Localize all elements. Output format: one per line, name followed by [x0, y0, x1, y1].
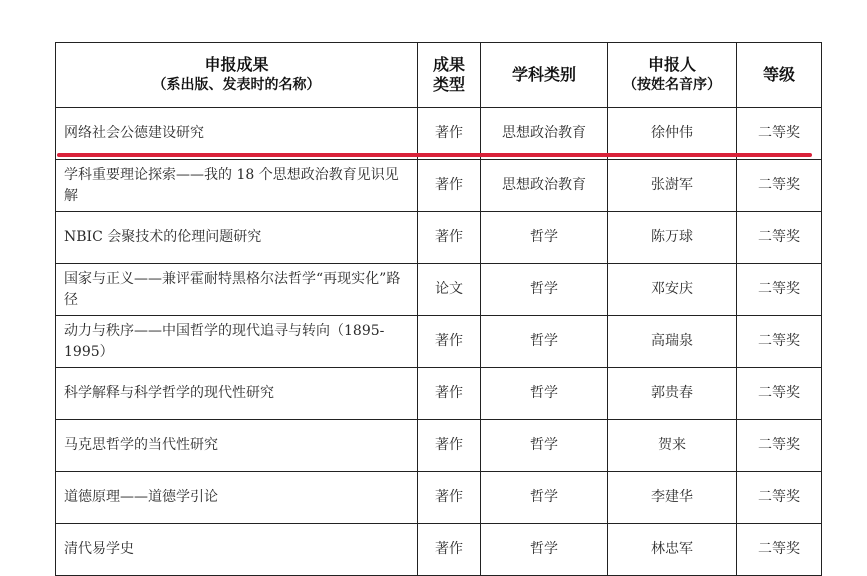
cell-title: 动力与秩序——中国哲学的现代追寻与转向（1895-1995） — [56, 316, 418, 368]
cell-title: 网络社会公德建设研究 — [56, 108, 418, 160]
cell-discipline: 哲学 — [481, 212, 608, 264]
cell-type: 著作 — [418, 472, 481, 524]
cell-grade: 二等奖 — [737, 316, 822, 368]
cell-grade: 二等奖 — [737, 264, 822, 316]
cell-grade: 二等奖 — [737, 160, 822, 212]
cell-title: 马克思哲学的当代性研究 — [56, 420, 418, 472]
cell-grade: 二等奖 — [737, 368, 822, 420]
header-type-line2: 类型 — [432, 75, 465, 94]
table-body — [56, 108, 822, 576]
cell-type: 论文 — [418, 264, 481, 316]
table-row — [56, 212, 822, 264]
cell-applicant: 陈万球 — [608, 212, 737, 264]
red-highlight-line — [57, 153, 812, 157]
cell-applicant: 贺来 — [608, 420, 737, 472]
cell-title: 道德原理——道德学引论 — [56, 472, 418, 524]
cell-grade: 二等奖 — [737, 472, 822, 524]
header-grade: 等级 — [737, 43, 822, 108]
cell-type: 著作 — [418, 368, 481, 420]
header-applicant — [608, 43, 737, 108]
header-title-sub: （系出版、发表时的名称） — [152, 77, 321, 93]
table-row — [56, 524, 822, 576]
cell-discipline: 哲学 — [481, 420, 608, 472]
header-title-main: 申报成果 — [204, 55, 269, 74]
cell-grade: 二等奖 — [737, 524, 822, 576]
table-row — [56, 160, 822, 212]
cell-applicant: 邓安庆 — [608, 264, 737, 316]
cell-discipline: 哲学 — [481, 368, 608, 420]
cell-title: 清代易学史 — [56, 524, 418, 576]
table-header-row — [56, 43, 822, 108]
cell-grade: 二等奖 — [737, 420, 822, 472]
table-row — [56, 420, 822, 472]
cell-discipline: 哲学 — [481, 472, 608, 524]
cell-discipline: 哲学 — [481, 524, 608, 576]
cell-discipline: 哲学 — [481, 264, 608, 316]
cell-title: 科学解释与科学哲学的现代性研究 — [56, 368, 418, 420]
cell-title: 学科重要理论探索——我的 18 个思想政治教育见识见解 — [56, 160, 418, 212]
cell-type: 著作 — [418, 420, 481, 472]
header-applicant-main: 申报人 — [647, 55, 696, 74]
header-discipline: 学科类别 — [481, 43, 608, 108]
cell-discipline: 思想政治教育 — [481, 108, 608, 160]
cell-applicant: 郭贵春 — [608, 368, 737, 420]
table-row — [56, 316, 822, 368]
header-title — [56, 43, 418, 108]
cell-type: 著作 — [418, 212, 481, 264]
cell-type: 著作 — [418, 524, 481, 576]
header-applicant-sub: （按姓名音序） — [623, 77, 721, 93]
cell-applicant: 林忠军 — [608, 524, 737, 576]
cell-discipline: 思想政治教育 — [481, 160, 608, 212]
cell-type: 著作 — [418, 160, 481, 212]
cell-type: 著作 — [418, 108, 481, 160]
table-row — [56, 368, 822, 420]
cell-title: NBIC 会聚技术的伦理问题研究 — [56, 212, 418, 264]
cell-type: 著作 — [418, 316, 481, 368]
cell-discipline: 哲学 — [481, 316, 608, 368]
cell-grade: 二等奖 — [737, 212, 822, 264]
table-row — [56, 108, 822, 160]
table-row — [56, 472, 822, 524]
cell-applicant: 徐仲伟 — [608, 108, 737, 160]
table-row — [56, 264, 822, 316]
header-type — [418, 43, 481, 108]
cell-applicant: 李建华 — [608, 472, 737, 524]
header-type-line1: 成果 — [432, 55, 465, 74]
cell-applicant: 张澍军 — [608, 160, 737, 212]
awards-table — [55, 42, 822, 576]
cell-grade: 二等奖 — [737, 108, 822, 160]
cell-title: 国家与正义——兼评霍耐特黑格尔法哲学“再现实化”路径 — [56, 264, 418, 316]
cell-applicant: 高瑞泉 — [608, 316, 737, 368]
